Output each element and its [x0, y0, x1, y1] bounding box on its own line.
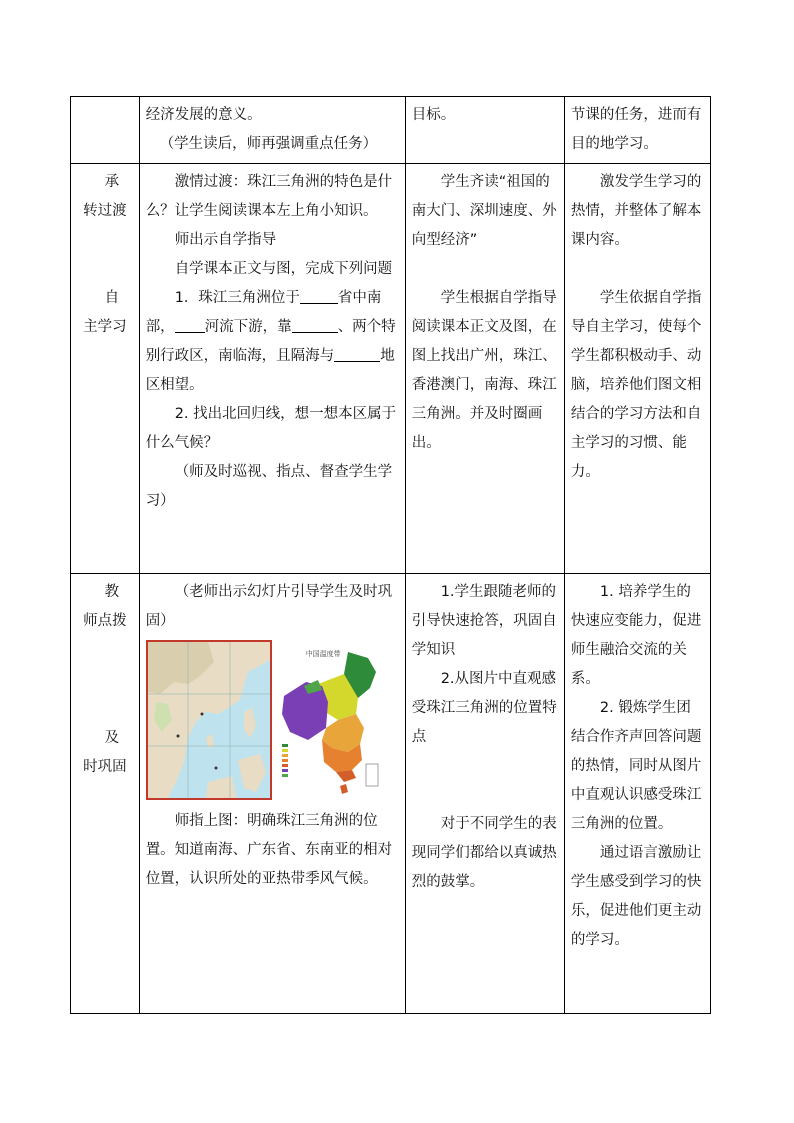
paragraph: 学生齐读“祖国的南大门、深圳速度、外向型经济”: [411, 174, 557, 248]
text-fragment: 地区相望。: [145, 348, 395, 393]
text-fragment: 、两个特别行政区，南临海，且隔海与: [145, 319, 396, 364]
stage-cell: [71, 574, 140, 1014]
text-fragment: 1．珠江三角洲位于: [174, 290, 300, 306]
paragraph: 师出示自学指导: [174, 232, 277, 248]
table-row: [71, 574, 711, 1014]
temperature-zone-map-image: [278, 644, 386, 798]
text-fragment: 省中南部，: [145, 290, 382, 335]
paragraph: 2. 锻炼学生团结合作齐声回答问题的热情，同时从图片中直观认识感受珠江三角洲的位置。: [570, 700, 702, 832]
teacher-activity-cell: [139, 164, 405, 574]
paragraph: 对于不同学生的表现同学们都给以真诚热烈的鼓掌。: [411, 816, 557, 890]
paragraph: 通过语言激励让学生感受到学习的快乐，促进他们更主动的学习。: [570, 845, 702, 948]
table-row: [71, 97, 711, 164]
stage-cell: [71, 164, 140, 574]
stage-label: 师点拨: [83, 613, 127, 629]
design-intent-cell: [564, 164, 710, 574]
map-figures: [146, 638, 399, 803]
fill-blank: [292, 316, 338, 333]
paragraph: 1. 培养学生的快速应变能力，促进师生融洽交流的关系。: [570, 584, 702, 687]
teacher-activity-cell: [139, 574, 405, 1014]
stage-label: 主学习: [83, 319, 127, 335]
table-row: [71, 164, 711, 574]
stage-label: 转过渡: [83, 203, 127, 219]
student-activity-cell: [405, 574, 564, 1014]
stage-label: 承: [104, 174, 120, 190]
paragraph: 学生依据自学指导自主学习，使每个学生都积极动手、动脑，培养他们图文相结合的学习方法和自主学习的习惯、能力。: [570, 290, 702, 480]
paragraph: 激发学生学习的热情，并整体了解本课内容。: [570, 174, 702, 248]
paragraph: （师及时巡视、指点、督查学生学习）: [145, 464, 393, 509]
student-activity-cell: [405, 97, 564, 164]
fill-blank: [334, 345, 380, 362]
regional-map-image: [146, 640, 272, 800]
paragraph: 1.学生跟随老师的引导快速抢答，巩固自学知识: [411, 584, 557, 658]
paragraph: 2.从图片中直观感受珠江三角洲的位置特点: [411, 671, 557, 745]
fill-blank: [175, 316, 205, 333]
text-line: 目标。: [411, 107, 456, 123]
text-line: 节课的任务，进而有目的地学习。: [570, 107, 702, 152]
lesson-plan-table: [70, 96, 711, 1014]
text-fragment: 河流下游，靠: [204, 319, 292, 335]
stage-label: 时巩固: [83, 759, 127, 775]
text-line: 经济发展的意义。: [145, 107, 262, 123]
stage-label: 自: [104, 290, 120, 306]
paragraph: 师指上图：明确珠江三角洲的位置。知道南海、广东省、东南亚的相对位置，认识所处的亚热带季风气候。: [145, 813, 393, 887]
stage-label: 教: [104, 584, 120, 600]
student-activity-cell: [405, 164, 564, 574]
fill-blank: [300, 287, 338, 304]
paragraph: 自学课本正文与图，完成下列问题: [174, 261, 393, 277]
paragraph: （老师出示幻灯片引导学生及时巩固）: [145, 584, 393, 629]
question-2: 2. 找出北回归线，想一想本区属于什么气候？: [145, 406, 397, 451]
regional-map-drawing: [148, 642, 270, 798]
map-title: 中国温度带: [305, 650, 341, 658]
temperature-zone-map-drawing: [278, 644, 386, 798]
text-line: （学生读后，师再强调重点任务）: [159, 136, 378, 152]
question-1: [146, 284, 399, 400]
stage-label: 及: [104, 730, 120, 746]
teacher-activity-cell: [139, 97, 405, 164]
design-intent-cell: [564, 97, 710, 164]
paragraph: 学生根据自学指导阅读课本正文及图，在图上找出广州，珠江、香港澳门，南海、珠江三角洲。并及时圈画出。: [411, 290, 557, 451]
paragraph: 激情过渡：珠江三角洲的特色是什么？让学生阅读课本左上角小知识。: [145, 174, 393, 219]
stage-cell: [71, 97, 140, 164]
design-intent-cell: [564, 574, 710, 1014]
